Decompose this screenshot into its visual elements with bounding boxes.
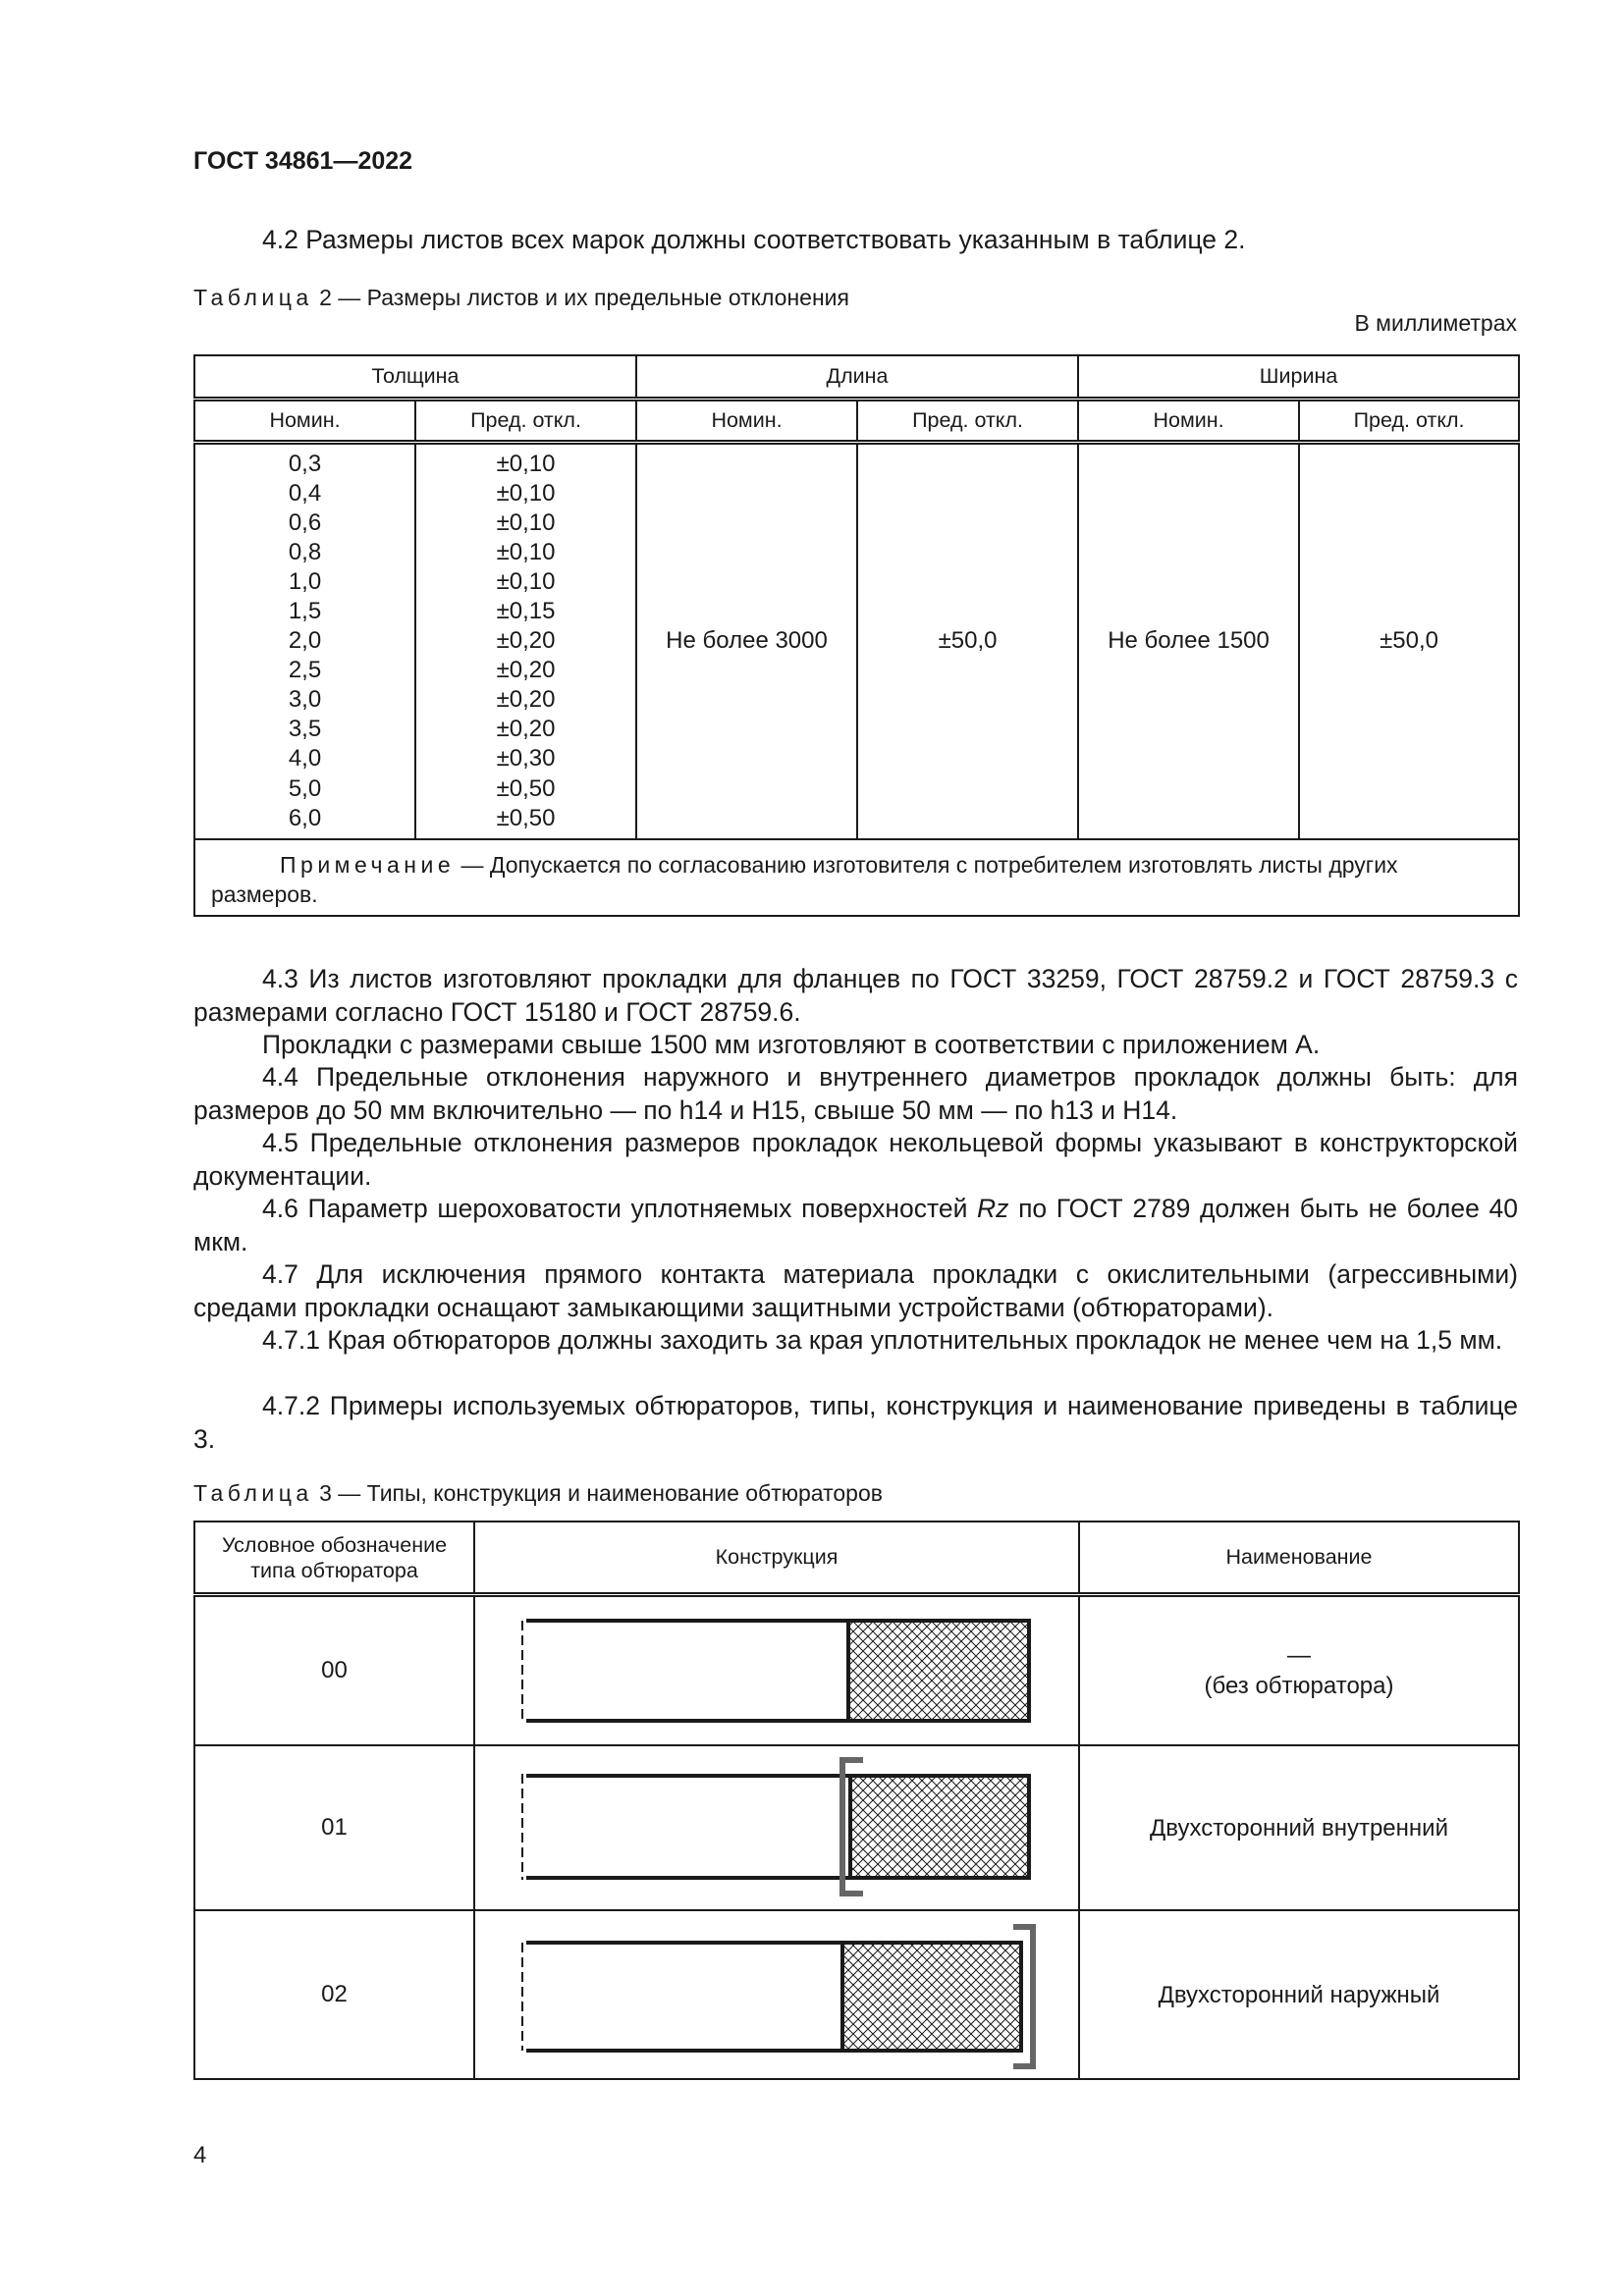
thickness-nominal-value: 0,4: [288, 479, 322, 507]
paragraph-4-4: 4.4 Предельные отклонения наружного и внутреннего диаметров прокладок должны быть: для размеров до 50 мм включительно — по h14 и H15, свыше 50 мм — по h13 и H14.: [193, 1062, 1518, 1125]
thickness-nominal-value: 1,0: [288, 567, 322, 595]
thickness-tolerance-value: ±0,20: [496, 627, 556, 655]
table2-units: В миллиметрах: [1354, 310, 1517, 336]
table3-row-name: Двухсторонний наружный: [1079, 1910, 1519, 2079]
hatched-seal: [848, 1621, 1029, 1721]
name-dash: —: [1287, 1642, 1311, 1669]
table2-caption: [193, 285, 849, 311]
paragraph-4-7: 4.7 Для исключения прямого контакта материала прокладки с окислительными (агрессивными) средами прокладки оснащают замыкающими защитными устройствами (обтюраторами).: [193, 1259, 1518, 1322]
thickness-tolerance-value: ±0,10: [496, 508, 556, 536]
table-3: [193, 1521, 1520, 2080]
thickness-tolerance-value: ±0,10: [496, 450, 556, 477]
table3-caption: [193, 1480, 883, 1507]
table3-construction-01: [474, 1745, 1079, 1910]
table2-length-tolerance: ±50,0: [857, 442, 1078, 839]
roughness-symbol: Rz: [977, 1194, 1009, 1223]
document-code: ГОСТ 34861—2022: [193, 147, 413, 175]
thickness-tolerance-value: ±0,50: [496, 804, 556, 831]
table2-caption-word: Таблица: [193, 285, 313, 310]
table2-subheader: Номин.: [1078, 399, 1299, 442]
table2-width-nominal: Не более 1500: [1078, 442, 1299, 839]
table2-width-tolerance: ±50,0: [1299, 442, 1519, 839]
thickness-tolerance-value: ±0,10: [496, 479, 556, 507]
table2-note: [194, 839, 1519, 916]
table3-row-name: Двухсторонний внутренний: [1079, 1745, 1519, 1910]
thickness-nominal-value: 5,0: [288, 774, 322, 802]
table2-subheader: Пред. откл.: [1299, 399, 1519, 442]
table2-note-word: Примечание: [280, 851, 456, 878]
table-2: [193, 354, 1520, 917]
table3-header-type: Условное обозначение типа обтюратора: [194, 1522, 474, 1595]
thickness-nominal-value: 0,8: [288, 538, 322, 565]
table2-header-length: Длина: [636, 355, 1078, 399]
thickness-tolerance-value: ±0,30: [496, 745, 556, 773]
table3-row-name: [1079, 1595, 1519, 1746]
thickness-tolerance-value: ±0,20: [496, 686, 556, 714]
paragraph-4-5: 4.5 Предельные отклонения размеров прокладок некольцевой формы указывают в конструкторской документации.: [193, 1128, 1518, 1191]
table3-row-code: 02: [194, 1910, 474, 2079]
paragraph-4-2: 4.2 Размеры листов всех марок должны соответствовать указанным в таблице 2.: [262, 225, 1246, 254]
table3-construction-02: [474, 1910, 1079, 2079]
paragraph-4-7-2: 4.7.2 Примеры используемых обтюраторов, типы, конструкция и наименование приведены в таблице 3.: [193, 1391, 1518, 1454]
obturator-02-drawing: [475, 1911, 1080, 2078]
thickness-nominal-value: 0,6: [288, 508, 322, 536]
paragraph-4-6: [193, 1193, 1518, 1258]
table3-row-code: 00: [194, 1595, 474, 1746]
table2-header-width: Ширина: [1078, 355, 1519, 399]
thickness-nominal-value: 2,5: [288, 657, 322, 684]
table2-note-text: — Допускается по согласованию изготовителя с потребителем изготовлять листы других размеров.: [211, 851, 1398, 907]
thickness-nominal-value: 3,5: [288, 716, 322, 743]
obturator-00-drawing: [475, 1597, 1080, 1744]
thickness-nominal-value: 2,0: [288, 627, 322, 655]
hatched-seal: [842, 1943, 1021, 2051]
thickness-nominal-value: 6,0: [288, 804, 322, 831]
thickness-nominal-value: 4,0: [288, 745, 322, 773]
table3-header-construction: Конструкция: [474, 1522, 1079, 1595]
table3-construction-00: [474, 1595, 1079, 1746]
thickness-nominal-value: 1,5: [288, 597, 322, 624]
table2-thickness-tolerance-cell: [415, 442, 636, 839]
table2-length-nominal: Не более 3000: [636, 442, 857, 839]
table3-header-name: Наименование: [1079, 1522, 1519, 1595]
thickness-tolerance-value: ±0,20: [496, 657, 556, 684]
obturator-01-drawing: [475, 1746, 1080, 1909]
thickness-tolerance-value: ±0,50: [496, 774, 556, 802]
thickness-tolerance-value: ±0,10: [496, 538, 556, 565]
table3-row-code: 01: [194, 1745, 474, 1910]
thickness-tolerance-value: ±0,20: [496, 716, 556, 743]
table3-caption-word: Таблица: [193, 1480, 313, 1506]
table3-caption-text: 3 — Типы, конструкция и наименование обтюраторов: [312, 1480, 883, 1506]
paragraph-4-6-part: 4.6 Параметр шероховатости уплотняемых поверхностей: [262, 1194, 978, 1223]
thickness-tolerance-value: ±0,15: [496, 597, 556, 624]
thickness-nominal-value: 0,3: [288, 450, 322, 477]
thickness-tolerance-value: ±0,10: [496, 567, 556, 595]
paragraph-4-6-part: по ГОСТ 2789 должен быть не более 40 мкм.: [193, 1194, 1518, 1256]
table2-thickness-nominal-cell: [194, 442, 415, 839]
page-number: 4: [193, 2142, 207, 2168]
thickness-nominal-value: 3,0: [288, 686, 322, 714]
table2-subheader: Номин.: [636, 399, 857, 442]
table2-subheader: Пред. откл.: [415, 399, 636, 442]
name-text: (без обтюратора): [1204, 1673, 1394, 1699]
table2-subheader: Пред. откл.: [857, 399, 1078, 442]
table2-header-thickness: Толщина: [194, 355, 636, 399]
table2-caption-text: 2 — Размеры листов и их предельные отклонения: [312, 285, 849, 310]
paragraph-4-7-1: 4.7.1 Края обтюраторов должны заходить за края уплотнительных прокладок не менее чем на 1,5 мм.: [262, 1325, 1503, 1355]
paragraph-4-3: 4.3 Из листов изготовляют прокладки для фланцев по ГОСТ 33259, ГОСТ 28759.2 и ГОСТ 28759.3 с размерами согласно ГОСТ 15180 и ГОСТ 28759.6.: [193, 964, 1518, 1027]
paragraph-4-3-b: Прокладки с размерами свыше 1500 мм изготовляют в соответствии с приложением А.: [262, 1030, 1321, 1059]
hatched-seal: [850, 1776, 1029, 1878]
table2-subheader: Номин.: [194, 399, 415, 442]
